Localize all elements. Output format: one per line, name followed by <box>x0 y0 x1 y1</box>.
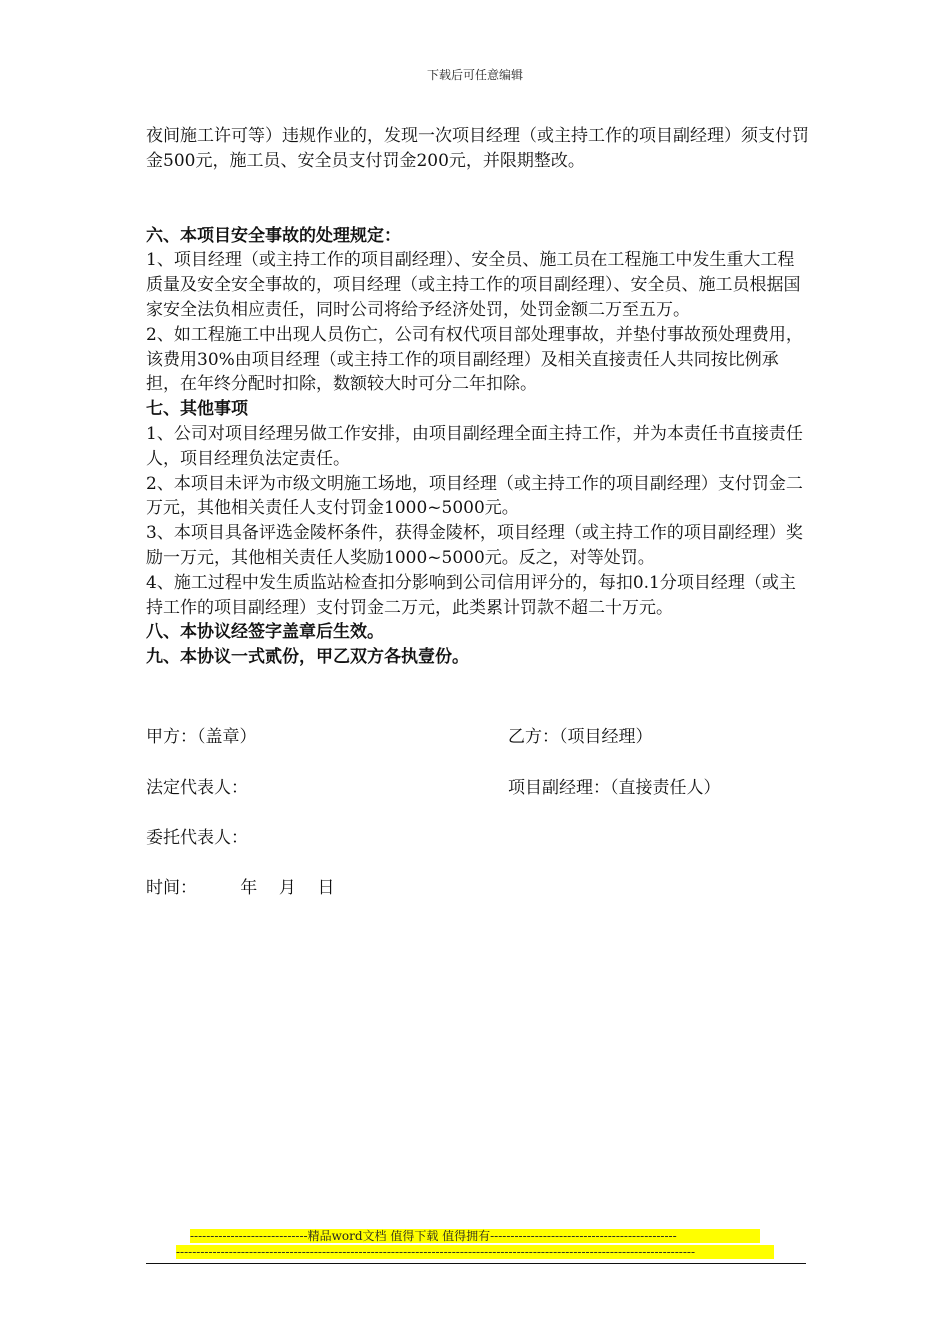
section-7-title: 七、其他事项 <box>146 399 248 420</box>
section-8: 八、本协议经签字盖章后生效。 <box>146 622 384 643</box>
document-body <box>146 124 811 670</box>
deputy-manager-label: 项目副经理：（直接责任人） <box>508 778 721 798</box>
section-6-title: 六、本项目安全事故的处理规定： <box>146 225 401 246</box>
party-b-label: 乙方：（项目经理） <box>508 727 653 747</box>
continuation-paragraph: 夜间施工许可等）违规作业的，发现一次项目经理（或主持工作的项目副经理）须支付罚金500元，施工员、安全员支付罚金200元，并限期整改。 <box>146 126 809 171</box>
section-6-item-1: 1、项目经理（或主持工作的项目副经理）、安全员、施工员在工程施工中发生重大工程质量及安全安全事故的，项目经理（或主持工作的项目副经理）、安全员、施工员根据国家安全法负相应责任，同时公司将给予经济处罚，处罚金额二万至五万。 <box>146 250 801 320</box>
page-header: 下载后可任意编辑 <box>426 68 523 82</box>
footer-divider <box>146 1263 806 1264</box>
section-7-item-4: 4、施工过程中发生质监站检查扣分影响到公司信用评分的，每扣0.1分项目经理（或主持工作的项目副经理）支付罚金二万元，此类累计罚款不超二十万元。 <box>146 572 796 618</box>
footer-banner-line-2: -------------------------------------------------------------------------------------------------------------------------------- <box>176 1245 774 1259</box>
entrusted-rep-label: 委托代表人： <box>146 828 248 848</box>
section-7-item-1: 1、公司对项目经理另做工作安排，由项目副经理全面主持工作，并为本责任书直接责任人，项目经理负法定责任。 <box>146 423 803 469</box>
section-7-item-2: 2、本项目未评为市级文明施工场地，项目经理（或主持工作的项目副经理）支付罚金二万元，其他相关责任人支付罚金1000~5000元。 <box>146 473 803 519</box>
section-6-item-2: 2、如工程施工中出现人员伤亡，公司有权代项目部处理事故，并垫付事故预处理费用，该费用30%由项目经理（或主持工作的项目副经理）及相关直接责任人共同按比例承担，在年终分配时扣除，数额较大时可分二年扣除。 <box>146 324 803 395</box>
legal-rep-label: 法定代表人： <box>146 778 248 798</box>
section-9: 九、本协议一式贰份，甲乙双方各执壹份。 <box>146 647 469 668</box>
party-a-label: 甲方：（盖章） <box>146 727 257 747</box>
time-label: 时间： 年 月 日 <box>146 878 335 898</box>
section-7-item-3: 3、本项目具备评选金陵杯条件，获得金陵杯，项目经理（或主持工作的项目副经理）奖励一万元，其他相关责任人奖励1000~5000元。反之，对等处罚。 <box>146 523 803 568</box>
footer-banner-line-1: -----------------------------精品word文档 值得下载 值得拥有---------------------------------------------- <box>190 1229 760 1243</box>
